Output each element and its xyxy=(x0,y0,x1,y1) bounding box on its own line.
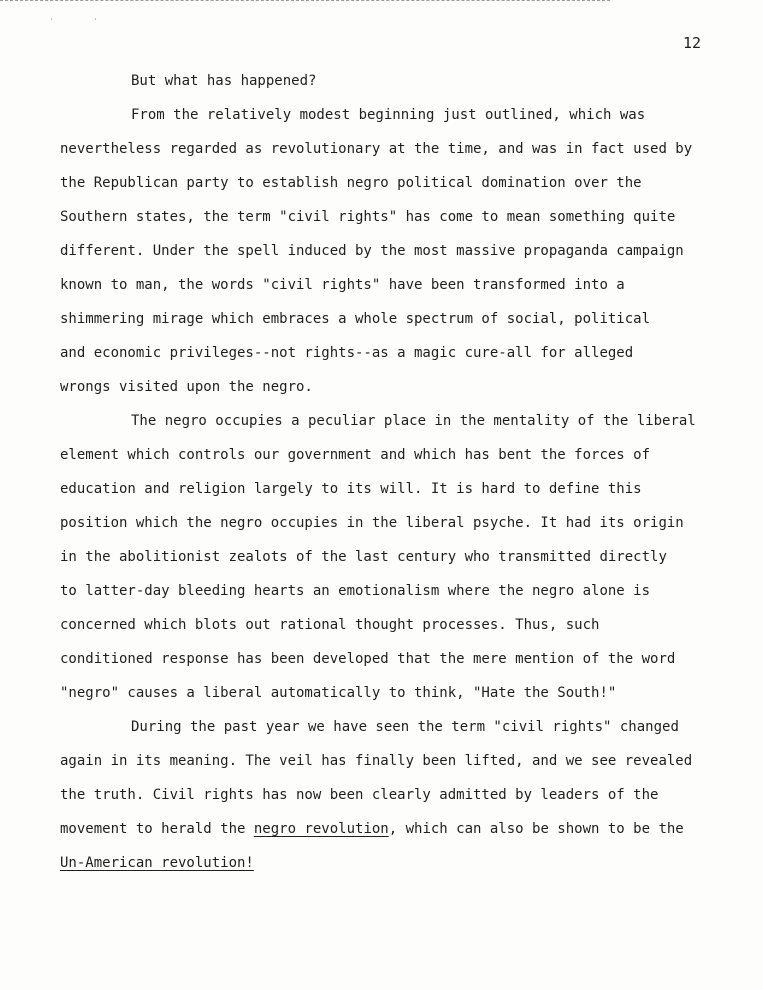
paragraph-3 xyxy=(60,404,760,710)
text-line xyxy=(60,132,760,166)
text-line xyxy=(60,200,760,234)
text-segment: But what has happened? xyxy=(131,73,317,89)
text-segment: movement to herald the xyxy=(60,821,254,837)
text-line xyxy=(60,642,760,676)
text-segment: , which can also be shown to be the xyxy=(388,821,684,837)
text-segment: again in its meaning. The veil has finally been lifted, and we see revealed xyxy=(60,753,693,769)
scan-specks: ·· xyxy=(50,16,138,23)
text-line xyxy=(60,846,760,880)
text-line xyxy=(60,234,760,268)
page-top-edge xyxy=(0,0,610,1)
text-line xyxy=(60,98,760,132)
text-segment: the truth. Civil rights has now been clearly admitted by leaders of the xyxy=(60,787,659,803)
text-line xyxy=(60,370,760,404)
text-segment: different. Under the spell induced by the most massive propaganda campaign xyxy=(60,243,684,259)
text-line xyxy=(60,438,760,472)
text-line xyxy=(60,608,760,642)
body-text xyxy=(60,64,760,880)
text-segment: During the past year we have seen the term "civil rights" changed xyxy=(131,719,679,735)
text-segment: known to man, the words "civil rights" have been transformed into a xyxy=(60,277,625,293)
text-segment: From the relatively modest beginning just outlined, which was xyxy=(131,107,646,123)
underlined-phrase: negro revolution xyxy=(253,821,389,837)
text-line xyxy=(60,812,760,846)
text-line xyxy=(60,404,760,438)
text-line xyxy=(60,744,760,778)
paragraph-4 xyxy=(60,710,760,880)
text-line xyxy=(60,302,760,336)
text-segment: conditioned response has been developed that the mere mention of the word xyxy=(60,651,676,667)
text-segment: wrongs visited upon the negro. xyxy=(60,379,313,395)
text-segment: element which controls our government and which has bent the forces of xyxy=(60,447,651,463)
page-number: 12 xyxy=(683,34,702,52)
text-line xyxy=(60,64,760,98)
text-line xyxy=(60,336,760,370)
text-segment: concerned which blots out rational thought processes. Thus, such xyxy=(60,617,600,633)
text-line xyxy=(60,710,760,744)
text-line xyxy=(60,676,760,710)
text-segment: Southern states, the term "civil rights" has come to mean something quite xyxy=(60,209,676,225)
text-segment: position which the negro occupies in the liberal psyche. It had its origin xyxy=(60,515,684,531)
text-segment: the Republican party to establish negro political domination over the xyxy=(60,175,642,191)
text-segment: education and religion largely to its will. It is hard to define this xyxy=(60,481,642,497)
text-segment: in the abolitionist zealots of the last century who transmitted directly xyxy=(60,549,667,565)
text-line xyxy=(60,166,760,200)
text-segment: "negro" causes a liberal automatically to think, "Hate the South!" xyxy=(60,685,617,701)
underlined-phrase: Un-American revolution! xyxy=(60,855,254,871)
text-line xyxy=(60,472,760,506)
text-segment: nevertheless regarded as revolutionary at the time, and was in fact used by xyxy=(60,141,693,157)
text-line xyxy=(60,268,760,302)
text-line xyxy=(60,574,760,608)
text-line xyxy=(60,540,760,574)
text-segment: shimmering mirage which embraces a whole spectrum of social, political xyxy=(60,311,651,327)
text-line xyxy=(60,506,760,540)
text-segment: and economic privileges--not rights--as a magic cure-all for alleged xyxy=(60,345,634,361)
text-line xyxy=(60,778,760,812)
text-segment: The negro occupies a peculiar place in the mentality of the liberal xyxy=(131,413,696,429)
paragraph-1 xyxy=(60,64,760,98)
paragraph-2 xyxy=(60,98,760,404)
text-segment: to latter-day bleeding hearts an emotionalism where the negro alone is xyxy=(60,583,651,599)
